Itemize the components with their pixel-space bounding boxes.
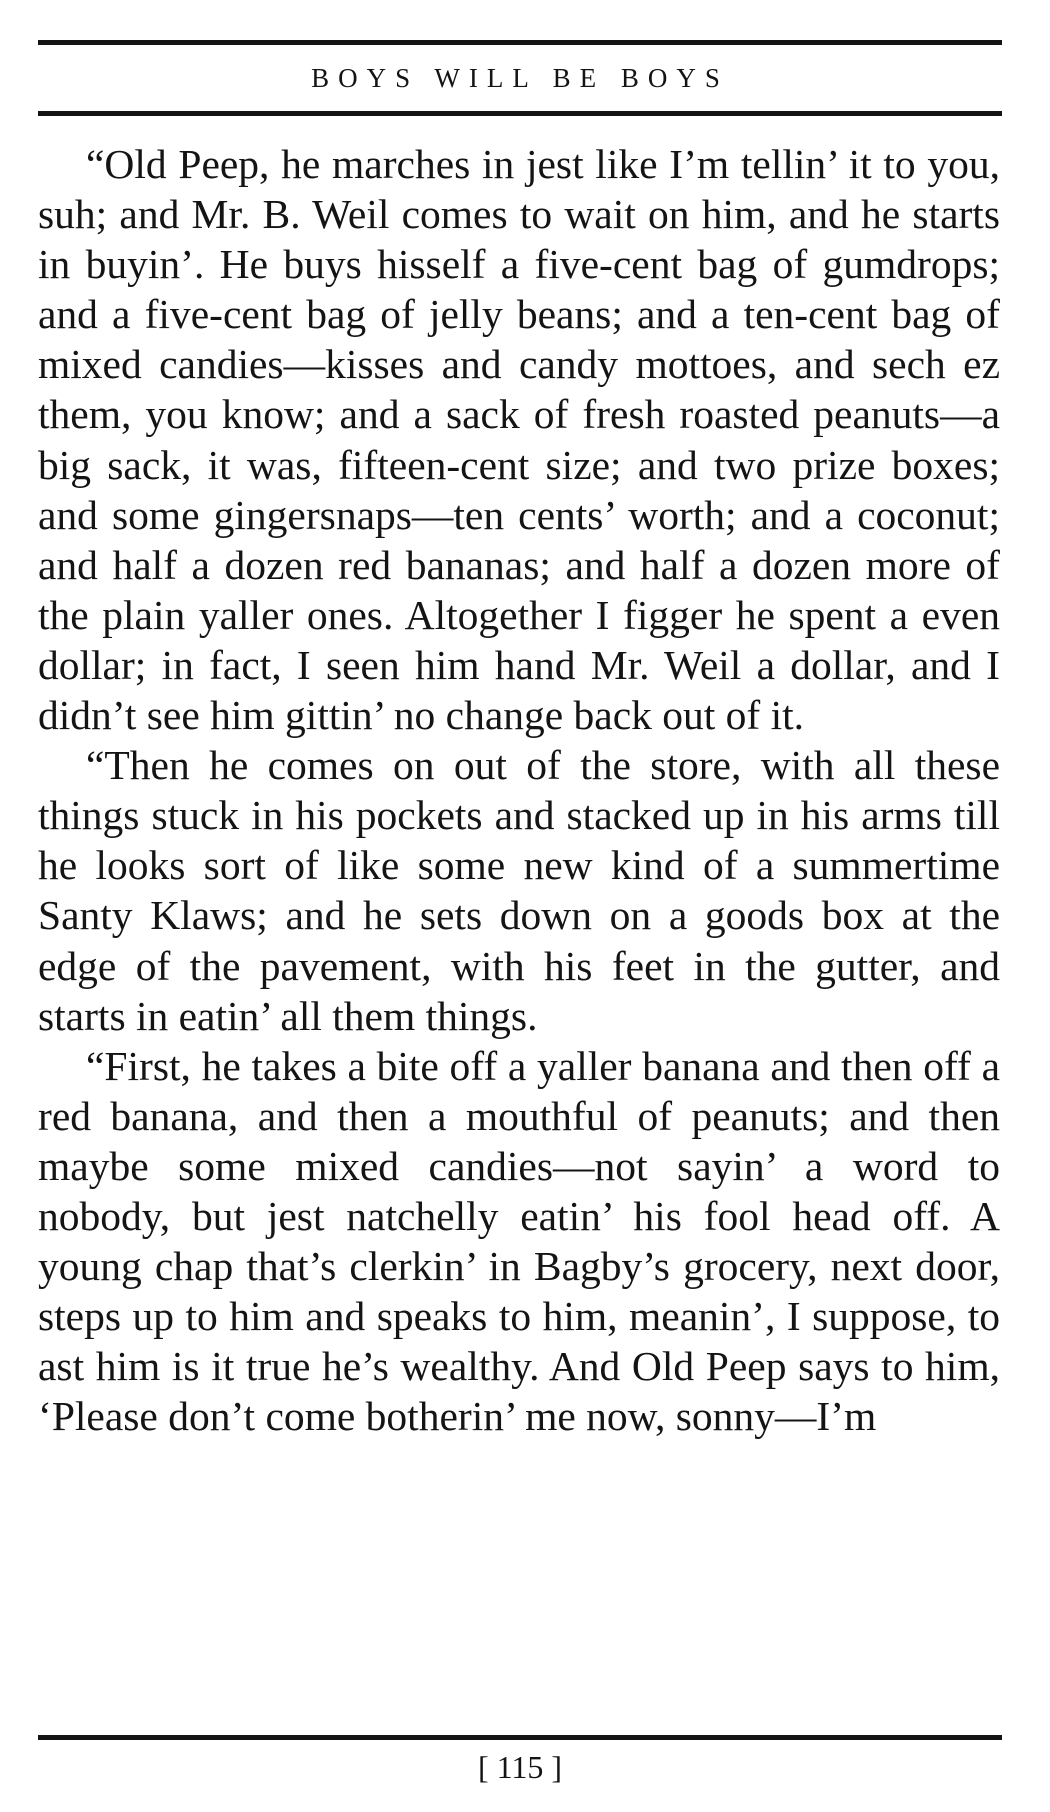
running-head: BOYS WILL BE BOYS (311, 63, 729, 93)
footer-rule (38, 1735, 1002, 1740)
header-rule (38, 111, 1002, 116)
top-rule (38, 40, 1002, 45)
paragraph-1: “Old Peep, he marches in jest like I’m tellin’ it to you, suh; and Mr. B. Weil comes to wait on him, and he starts in buyin’. He buys hisself a five-cent bag of gumdrops; and a five-cent bag of jelly beans; and a ten-cent bag of mixed candies—kisses and candy mottoes, and sech ez them, you know; and a sack of fresh roasted peanuts—a big sack, it was, fifteen-cent size; and two prize boxes; and some gingersnaps—ten cents’ worth; and a coconut; and half a dozen red bananas; and half a dozen more of the plain yaller ones. Altogether I figger he spent a even dollar; in fact, I seen him hand Mr. Weil a dollar, and I didn’t see him gittin’ no change back out of it. (38, 141, 1000, 739)
body-text (38, 139, 1000, 1441)
page-number: [ 115 ] (477, 1749, 563, 1785)
paragraph-3: “First, he takes a bite off a yaller banana and then off a red banana, and then a mouthful of peanuts; and then maybe some mixed candies—not sayin’ a word to nobody, but jest natchelly eatin’ his fool head off. A young chap that’s clerkin’ in Bagby’s grocery, next door, steps up to him and speaks to him, meanin’, I suppose, to ast him is it true he’s wealthy. And Old Peep says to him, ‘Please don’t come botherin’ me now, sonny—I’m (38, 1042, 1000, 1440)
paragraph-2: “Then he comes on out of the store, with all these things stuck in his pockets and stacked up in his arms till he looks sort of like some new kind of a summertime Santy Klaws; and he sets down on a goods box at the edge of the pavement, with his feet in the gutter, and starts in eatin’ all them things. (38, 742, 1000, 1039)
